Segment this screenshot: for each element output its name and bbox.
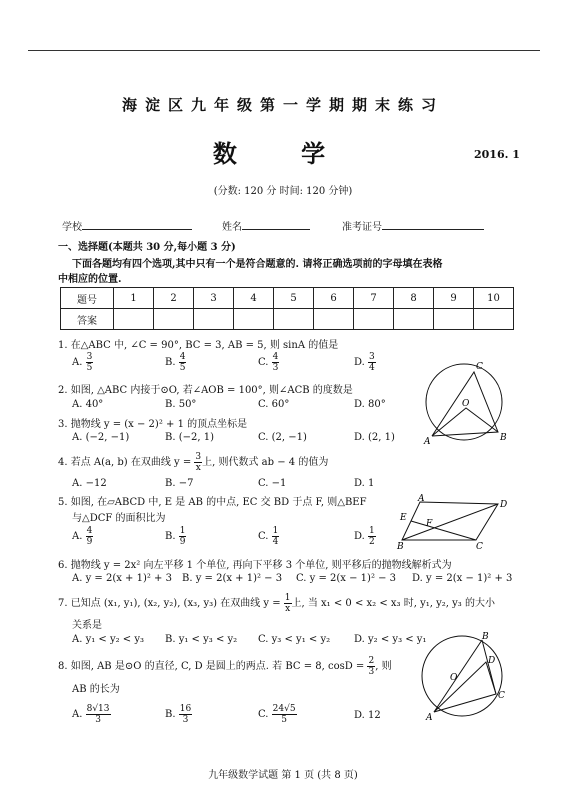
label-c: C: [476, 362, 483, 372]
label-b: B: [397, 542, 404, 552]
exam-id-field: [342, 218, 484, 233]
question-5-stem-line-2: 与△DCF 的面积比为: [72, 513, 166, 524]
label-o: O: [450, 673, 458, 683]
answer-cell[interactable]: [314, 309, 354, 330]
segments-ac-bc: [434, 640, 496, 712]
question-7-option-d: D. y₂ < y₃ < y₁: [354, 634, 427, 645]
score-time-info: (分数: 120 分 时间: 120 分钟): [213, 186, 353, 197]
section-instructions-1: 下面各题均有四个选项,其中只有一个是符合题意的. 请将正确选项前的字母填在表格: [72, 259, 443, 270]
question-7-stem-line-2: 关系是: [72, 620, 102, 631]
question-1-option-d: D. $\frac{3}{4}$: [354, 352, 375, 373]
exam-id-blank: [382, 220, 484, 230]
answer-table: [60, 287, 514, 330]
question-2-option-b: B. 50°: [165, 399, 197, 410]
question-5-figure: [398, 494, 510, 550]
school-blank: [82, 220, 192, 230]
school-field: [62, 218, 192, 233]
question-2-option-c: C. 60°: [258, 399, 290, 410]
question-1-stem: 1. 在△ABC 中, ∠C = 90°, BC = 3, AB = 5, 则 sinA 的值是: [58, 340, 339, 351]
question-3-option-c: C. (2, −1): [258, 432, 307, 443]
table-number-cell: 5: [274, 288, 314, 309]
question-7-option-b: B. y₁ < y₃ < y₂: [165, 634, 238, 645]
question-7-option-c: C. y₃ < y₁ < y₂: [258, 634, 331, 645]
question-2-stem: 2. 如图, △ABC 内接于⊙O, 若∠AOB = 100°, 则∠ACB 的度数是: [58, 385, 353, 396]
table-number-cell: 1: [114, 288, 154, 309]
label-a: A: [418, 494, 425, 504]
exam-date: 2016. 1: [474, 148, 520, 161]
question-7-stem: 7. 已知点 (x₁, y₁), (x₂, y₂), (x₃, y₃) 在双曲线 y = $\frac{1}{x}$ 上, 当 x₁ < 0 < x₂ < x₃ 时, y₁, y₂, y₃ 的大小: [58, 593, 495, 614]
question-6-option-a: A. y = 2(x + 1)² + 3: [72, 573, 172, 584]
table-header-answer: 答案: [61, 309, 114, 330]
answer-cell[interactable]: [354, 309, 394, 330]
question-6-stem: 6. 抛物线 y = 2x² 向左平移 1 个单位, 再向下平移 3 个单位, 则平移后的抛物线解析式为: [58, 560, 452, 571]
label-o: O: [462, 399, 470, 409]
table-number-cell: 8: [394, 288, 434, 309]
question-4-stem: 4. 若点 A(a, b) 在双曲线 y = $\frac{3}{x}$ 上, 则代数式 ab − 4 的值为: [58, 452, 329, 473]
label-b: B: [482, 632, 489, 642]
table-number-cell: 10: [474, 288, 514, 309]
label-f: F: [426, 519, 433, 529]
question-1-option-b: B. $\frac{4}{5}$: [165, 352, 186, 373]
school-label: 学校: [62, 222, 82, 233]
question-8-option-d: D. 12: [354, 710, 381, 721]
table-number-cell: 7: [354, 288, 394, 309]
segments-ad-dc: [434, 662, 496, 712]
segment-ec: [411, 521, 476, 540]
question-5-option-c: C. $\frac{1}{4}$: [258, 526, 279, 547]
question-3-stem: 3. 抛物线 y = (x − 2)² + 1 的顶点坐标是: [58, 419, 248, 430]
answer-table-number-row: [61, 288, 514, 309]
table-number-cell: 9: [434, 288, 474, 309]
question-8-stem-line-2: AB 的长为: [72, 684, 120, 695]
question-8-stem: 8. 如图, AB 是⊙O 的直径, C, D 是圆上的两点. 若 BC = 8, cosD = $\frac{2}{3}$ , 则: [58, 656, 392, 677]
question-3-option-a: A. (−2, −1): [72, 432, 130, 443]
label-d: D: [488, 656, 496, 666]
answer-cell[interactable]: [274, 309, 314, 330]
answer-cell[interactable]: [154, 309, 194, 330]
diameter-ab: [434, 640, 482, 712]
answer-cell[interactable]: [394, 309, 434, 330]
question-3-option-d: D. (2, 1): [354, 432, 395, 443]
question-5-option-d: D. $\frac{1}{2}$: [354, 526, 375, 547]
answer-cell[interactable]: [194, 309, 234, 330]
question-7-option-a: A. y₁ < y₂ < y₃: [72, 634, 145, 645]
answer-cell[interactable]: [234, 309, 274, 330]
question-6-option-b: B. y = 2(x + 1)² − 3: [182, 573, 283, 584]
section-heading: 一、选择题(本题共 30 分,每小题 3 分): [58, 242, 236, 253]
name-label: 姓名: [222, 222, 242, 233]
question-3-option-b: B. (−2, 1): [165, 432, 214, 443]
answer-cell[interactable]: [434, 309, 474, 330]
question-4-option-a: A. −12: [72, 478, 107, 489]
question-8-option-c: C. $\frac{24√5}{5}$: [258, 704, 296, 725]
section-instructions-2: 中相应的位置.: [58, 274, 122, 285]
label-c: C: [476, 542, 483, 552]
exam-title: 海淀区九年级第一学期期末练习: [121, 96, 444, 114]
table-number-cell: 4: [234, 288, 274, 309]
question-5-stem-line-1: 5. 如图, 在▱ABCD 中, E 是 AB 的中点, EC 交 BD 于点 F, 则△BEF: [58, 497, 367, 508]
question-4-option-d: D. 1: [354, 478, 375, 489]
label-e: E: [400, 513, 407, 523]
question-1-option-a: A. $\frac{3}{5}$: [72, 352, 93, 373]
question-1-option-c: C. $\frac{4}{3}$: [258, 352, 279, 373]
table-number-cell: 2: [154, 288, 194, 309]
table-number-cell: 6: [314, 288, 354, 309]
top-rule: [28, 50, 540, 51]
label-b: B: [500, 433, 507, 443]
label-d: D: [500, 500, 508, 510]
question-2-option-a: A. 40°: [72, 399, 104, 410]
question-5-option-b: B. $\frac{1}{9}$: [165, 526, 186, 547]
answer-cell[interactable]: [114, 309, 154, 330]
exam-id-label: 准考证号: [342, 222, 382, 233]
page-footer: 九年级数学试题 第 1 页 (共 8 页): [208, 770, 358, 781]
question-6-option-d: D. y = 2(x − 1)² + 3: [412, 573, 513, 584]
name-field: [222, 218, 310, 233]
label-c: C: [498, 691, 505, 701]
question-4-option-c: C. −1: [258, 478, 287, 489]
question-2-option-d: D. 80°: [354, 399, 386, 410]
question-8-figure: [416, 630, 512, 722]
answer-cell[interactable]: [474, 309, 514, 330]
name-blank: [242, 220, 310, 230]
question-8-option-a: A. $\frac{8√13}{3}$: [72, 704, 110, 725]
question-8-option-b: B. $\frac{16}{3}$: [165, 704, 192, 725]
label-a: A: [426, 713, 433, 723]
subject-title: 数 学: [212, 139, 354, 168]
question-4-option-b: B. −7: [165, 478, 194, 489]
question-2-figure: [414, 358, 514, 450]
table-header-number: 题号: [61, 288, 114, 309]
answer-table-answer-row: [61, 309, 514, 330]
question-6-option-c: C. y = 2(x − 1)² − 3: [296, 573, 397, 584]
label-a: A: [424, 437, 431, 447]
question-5-option-a: A. $\frac{4}{9}$: [72, 526, 93, 547]
table-number-cell: 3: [194, 288, 234, 309]
